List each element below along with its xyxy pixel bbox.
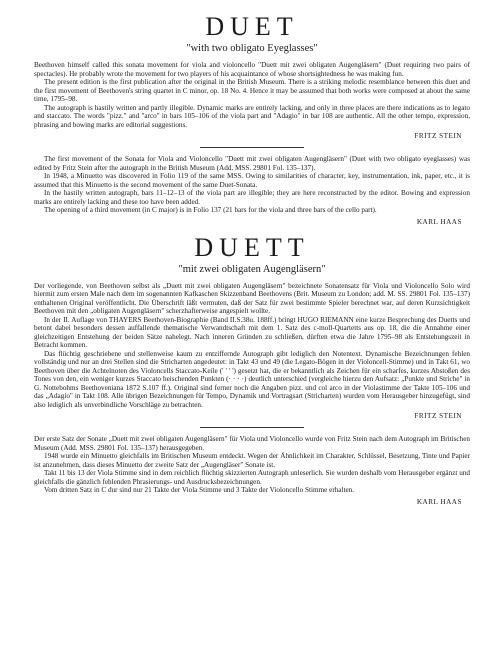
english-note-paragraph-1: The first movement of the Sonata for Viola and Violoncello "Duett mit zwei obligaten Augengläsern" (Duet with two obligato eyeglasses) was edited by Fritz Stein after the autograph in the British Museum (Add. MSS. 29801 Fol. 135–137). (34, 155, 470, 172)
english-preface-paragraph-2: The present edition is the first publication after the original in the British Museum. There is a striking melodic resemblance between this duet and the first movement of Beethoven's string quartet in C minor, op. 18 No. 4. Hence it may be assumed that both works were composed at about the same time, 1795–98. (34, 78, 470, 103)
english-note-paragraph-3: In the hastily written autograph, bars 11–12–13 of the viola part are illegible; they are here reconstructed by the editor. Bowing and expression marks are entirely lacking and these too have been added. (34, 189, 470, 206)
section-divider (200, 427, 304, 428)
german-note-signature: KARL HAAS (416, 497, 462, 506)
german-preface-signature: FRITZ STEIN (414, 412, 462, 420)
english-note-paragraph-2: In 1948, a Minuetto was discovered in Folio 119 of the same MSS. Owing to similarities of character, key, instrumentation, ink, paper, etc., it is assumed that this Minuetto is the second movement of the same Duet-Sonata. (34, 172, 470, 189)
english-preface-signature: FRITZ STEIN (414, 132, 462, 140)
english-note-paragraph-4: The opening of a third movement (in C major) is in Folio 137 (21 bars for the viola and three bars of the cello part). (44, 206, 377, 214)
german-subtitle: "mit zwei obligaten Augengläsern" (178, 263, 326, 275)
english-preface-paragraph-3: The autograph is hastily written and partly illegible. Dynamic marks are entirely lacking, and only in three places are there indications as to legato and staccato. The words "pizz." and "arco" in bars 105–106 of the viola part and "Adagio" in bar 108 are authentic. All the other tempo, expression, phrasing and bowing marks are editorial suggestions. (34, 103, 470, 129)
german-title: DUETT (194, 232, 310, 262)
english-preface-paragraph-1: Beethoven himself called this sonata movement for viola and violoncello "Duett mit zwei obligaten Augengläsern" (Duet requiring two pairs of spectacles). He probably wrote the movement for two players of his acquaintance of whose shortsightedness he was making fun. (34, 61, 470, 78)
german-note-paragraph-2: 1948 wurde ein Minuetto gleichfalls im Britischen Museum entdeckt. Wegen der Ähnlichkeit im Charakter, Schlüssel, Besetzung, Tinte und Papier ist anzunehmen, dass dieses Minuetto der zweite Satz der „Augengläser" Sonate ist. (34, 452, 470, 469)
german-note-paragraph-3: Takt 11 bis 13 der Viola Stimme sind in dem reichlich flüchtig skizzierten Autograph unleserlich. Sie wurden deshalb vom Herausgeber ergänzt und gleichfalls die gänzlich fehlenden Phrasierungs- und Ausdrucksbezeichnungen. (34, 469, 470, 486)
english-subtitle: "with two obligato Eyeglasses" (186, 43, 318, 54)
german-note-paragraph-1: Der erste Satz der Sonate „Duett mit zwei obligaten Augengläsern" für Viola und Violoncello wurde von Fritz Stein nach dem Autograph im Britischen Museum (Add. MSS. 29801 Fol. 135–137) herausgegeben. (34, 435, 470, 452)
german-preface-paragraph-1: Der vorliegende, von Beethoven selbst als „Duett mit zwei obligaten Augengläsern" bezeichnete Sonatensatz für Viola und Violoncello Solo wird hiermit zum ersten Male nach dem im sogenannten Kafkaschen Skizzenband Beethovens (Brit. Museum zu London; add. M. SS. 29801 Fol. 135–137) enthaltenen Original veröffentlicht. Die Überschrift läßt vermuten, daß der Satz für zwei bestimmte Spieler berechnet war, auf deren Kurzsichtigkeit Beethoven mit den „obligaten Augengläsern" scherzhafterweise angespielt wollte. (34, 281, 470, 315)
german-preface-paragraph-3: Das flüchtig geschriebene und stellenweise kaum zu entziffernde Autograph gibt lediglich den Notentext. Dynamische Bezeichnungen fehlen vollständig und nur an drei Stellen sind die Stricharten angedeutet: in Takt 43 und 49 (die Legato-Bögen in der Violoncell-Stimme) und in Takt 61, wo Beethoven über die Achtelnoten des Violoncells Staccato-Keile (' ' ' ') gesetzt hat, die er bekanntlich als Zeichen für ein scharfes, kurzes Abstoßen des Tones von den, ein weniger kurzes Staccato heischenden Punkten (· · · ·) deutlich unterschied (vergleiche hierzu den Aufsatz: „Punkte und Striche" in G. Nottebohms Beethoveniana 1872 S.107 ff.). Original sind ferner noch die Angaben pizz. und col arco in der Violastimme der Takte 105–106 und das „Adagio" in Takt 108. Alle übrigen Bezeichnungen für Tempo, Dynamik und Vortragsart (Stricharten) wurden vom Herausgeber hinzugefügt, sind also lediglich als unverbindliche Vorschläge zu betrachten. (34, 349, 470, 409)
german-note-paragraph-4: Vom dritten Satz in C dur sind nur 21 Takte der Viola Stimme und 3 Takte der Violoncello Stimme erhalten. (44, 486, 355, 494)
english-title: DUET (205, 12, 299, 41)
page (34, 12, 470, 507)
section-divider (200, 147, 304, 148)
german-preface-paragraph-2: In der II. Auflage von THAYERS Beethoven-Biographie (Band II.S.38u. 188ff.) bringt HUGO RIEMANN eine kurze Besprechung des Duetts und betont dabei besonders dessen auffallende thematische Verwandtschaft mit dem 1. Satz des c-moll-Quartetts aus op. 18, die die Annahme einer gleichzeitigen Entstehung der beiden Sätze nahelegt. Nach inneren Gründen zu schließen, dürften etwa die Jahre 1795–98 als Entstehungszeit in Betracht kommen. (34, 315, 470, 349)
english-note-signature: KARL HAAS (416, 217, 462, 226)
